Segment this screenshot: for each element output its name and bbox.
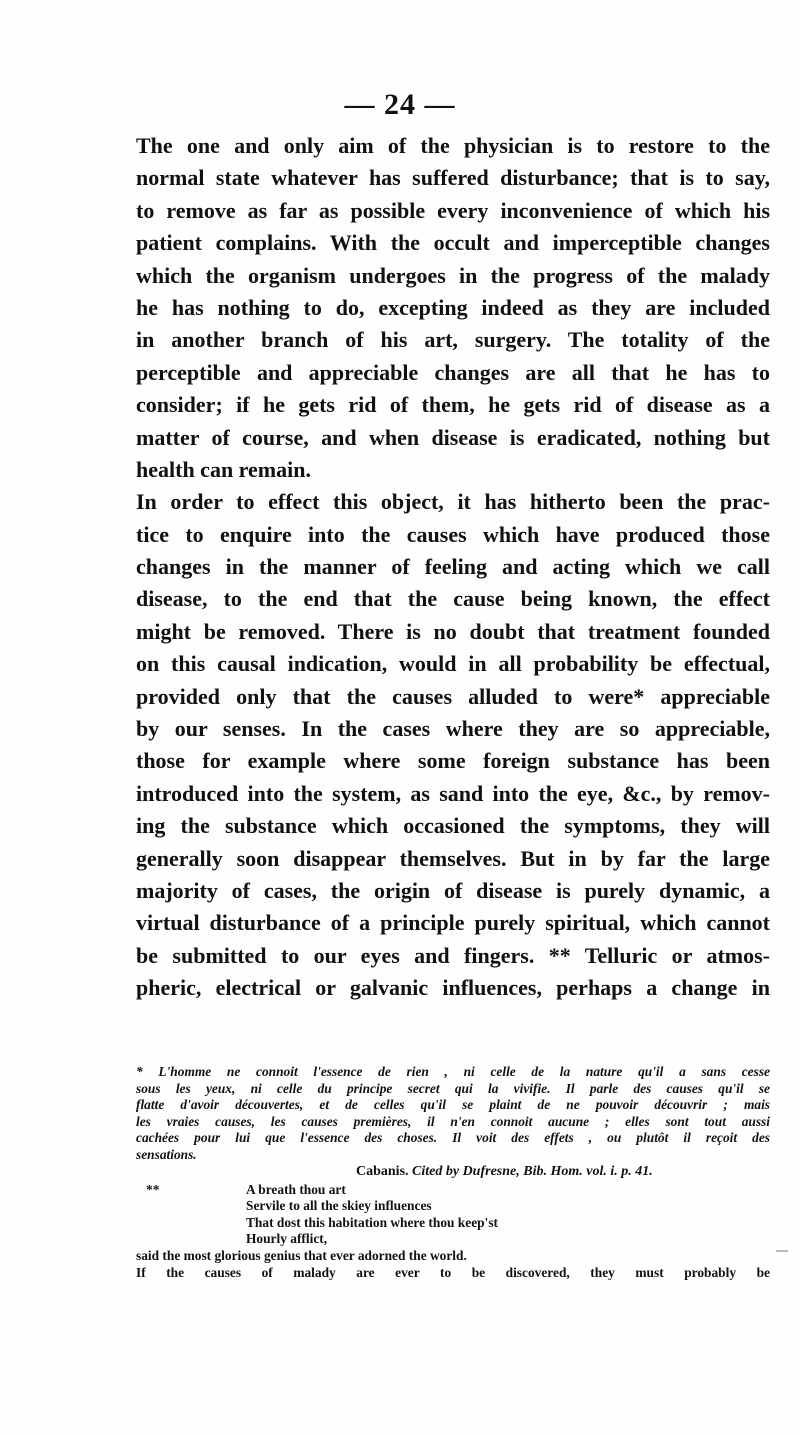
text-line: In order to effect this object, it has hitherto been the prac- bbox=[136, 489, 770, 515]
text-line: on this causal indication, would in all probability be effectual, bbox=[136, 651, 770, 677]
text-line: majority of cases, the origin of disease is purely dynamic, a bbox=[136, 877, 770, 903]
text-line: health can remain. bbox=[136, 456, 311, 482]
footnote-line: cachées pour lui que l'essence des choses. Il voit des effets , ou plutôt il reçoit des bbox=[136, 1130, 770, 1146]
text-line: might be removed. There is no doubt that treatment founded bbox=[136, 618, 770, 644]
footnote-line: sous les yeux, ni celle du principe secret qui la vivifie. Il parle des causes qu'il se bbox=[136, 1080, 770, 1096]
footnote-line: flatte d'avoir découvertes, et de celles qu'il se plaint de ne pouvoir découvrir ; mais bbox=[136, 1097, 770, 1113]
verse-text: A breath thou art bbox=[246, 1181, 346, 1197]
text-line: perceptible and appreciable changes are all that he has to bbox=[136, 359, 770, 385]
footnote-line: said the most glorious genius that ever adorned the world. bbox=[136, 1247, 467, 1263]
footnote-line: * L'homme ne connoit l'essence de rien , ni celle de la nature qu'il a sans cesse bbox=[136, 1064, 770, 1079]
footnote-line: les vraies causes, les causes premières, il n'en connoit aucune ; elles sont tout aussi bbox=[136, 1113, 770, 1129]
text-line: in another branch of his art, surgery. The totality of the bbox=[136, 327, 770, 353]
text-line: consider; if he gets rid of them, he gets rid of disease as a bbox=[136, 392, 770, 418]
text-line: patient complains. With the occult and imperceptible changes bbox=[136, 230, 770, 256]
text-line: normal state whatever has suffered disturbance; that is to say, bbox=[136, 165, 770, 191]
text-line: generally soon disappear themselves. But in by far the large bbox=[136, 845, 770, 871]
citation-source: Cited by Dufresne, Bib. Hom. vol. i. p. 41. bbox=[412, 1163, 653, 1179]
verse-line: Servile to all the skiey influences bbox=[246, 1198, 432, 1214]
page-edge-mark bbox=[776, 1250, 788, 1252]
verse-line bbox=[136, 1182, 770, 1199]
footnote-marker: ** bbox=[146, 1181, 160, 1197]
footnotes bbox=[136, 1064, 770, 1281]
text-line: be submitted to our eyes and fingers. ** Telluric or atmos- bbox=[136, 942, 770, 968]
footnote-line: If the causes of malady are ever to be discovered, they must probably be bbox=[136, 1264, 770, 1280]
text-line: by our senses. In the cases where they are so appreciable, bbox=[136, 716, 770, 742]
page-number: — 24 — bbox=[344, 88, 456, 121]
text-line: those for example where some foreign substance has been bbox=[136, 748, 770, 774]
footnote-citation bbox=[136, 1164, 770, 1182]
main-text bbox=[136, 130, 770, 1005]
text-line: changes in the manner of feeling and acting which we call bbox=[136, 554, 770, 580]
verse-line: That dost this habitation where thou keep'st bbox=[246, 1214, 498, 1230]
citation-author: Cabanis. bbox=[356, 1163, 409, 1179]
text-line: which the organism undergoes in the progress of the malady bbox=[136, 262, 770, 288]
text-line: ing the substance which occasioned the symptoms, they will bbox=[136, 813, 770, 839]
text-line: virtual disturbance of a principle purely spiritual, which cannot bbox=[136, 910, 770, 936]
text-line: The one and only aim of the physician is to restore to the bbox=[136, 133, 770, 158]
text-line: disease, to the end that the cause being known, the effect bbox=[136, 586, 770, 612]
text-line: provided only that the causes alluded to were* appreciable bbox=[136, 683, 770, 709]
footnote-french-quote bbox=[136, 1064, 770, 1164]
text-line: to remove as far as possible every inconvenience of which his bbox=[136, 197, 770, 223]
footnote-line: sensations. bbox=[136, 1146, 197, 1162]
text-line: introduced into the system, as sand into the eye, &c., by remov- bbox=[136, 780, 770, 806]
text-line: matter of course, and when disease is eradicated, nothing but bbox=[136, 424, 770, 450]
text-line: he has nothing to do, excepting indeed as they are included bbox=[136, 294, 770, 320]
text-line: tice to enquire into the causes which have produced those bbox=[136, 521, 770, 547]
text-line: pheric, electrical or galvanic influences, perhaps a change in bbox=[136, 975, 770, 1001]
verse-line: Hourly afflict, bbox=[246, 1231, 328, 1247]
